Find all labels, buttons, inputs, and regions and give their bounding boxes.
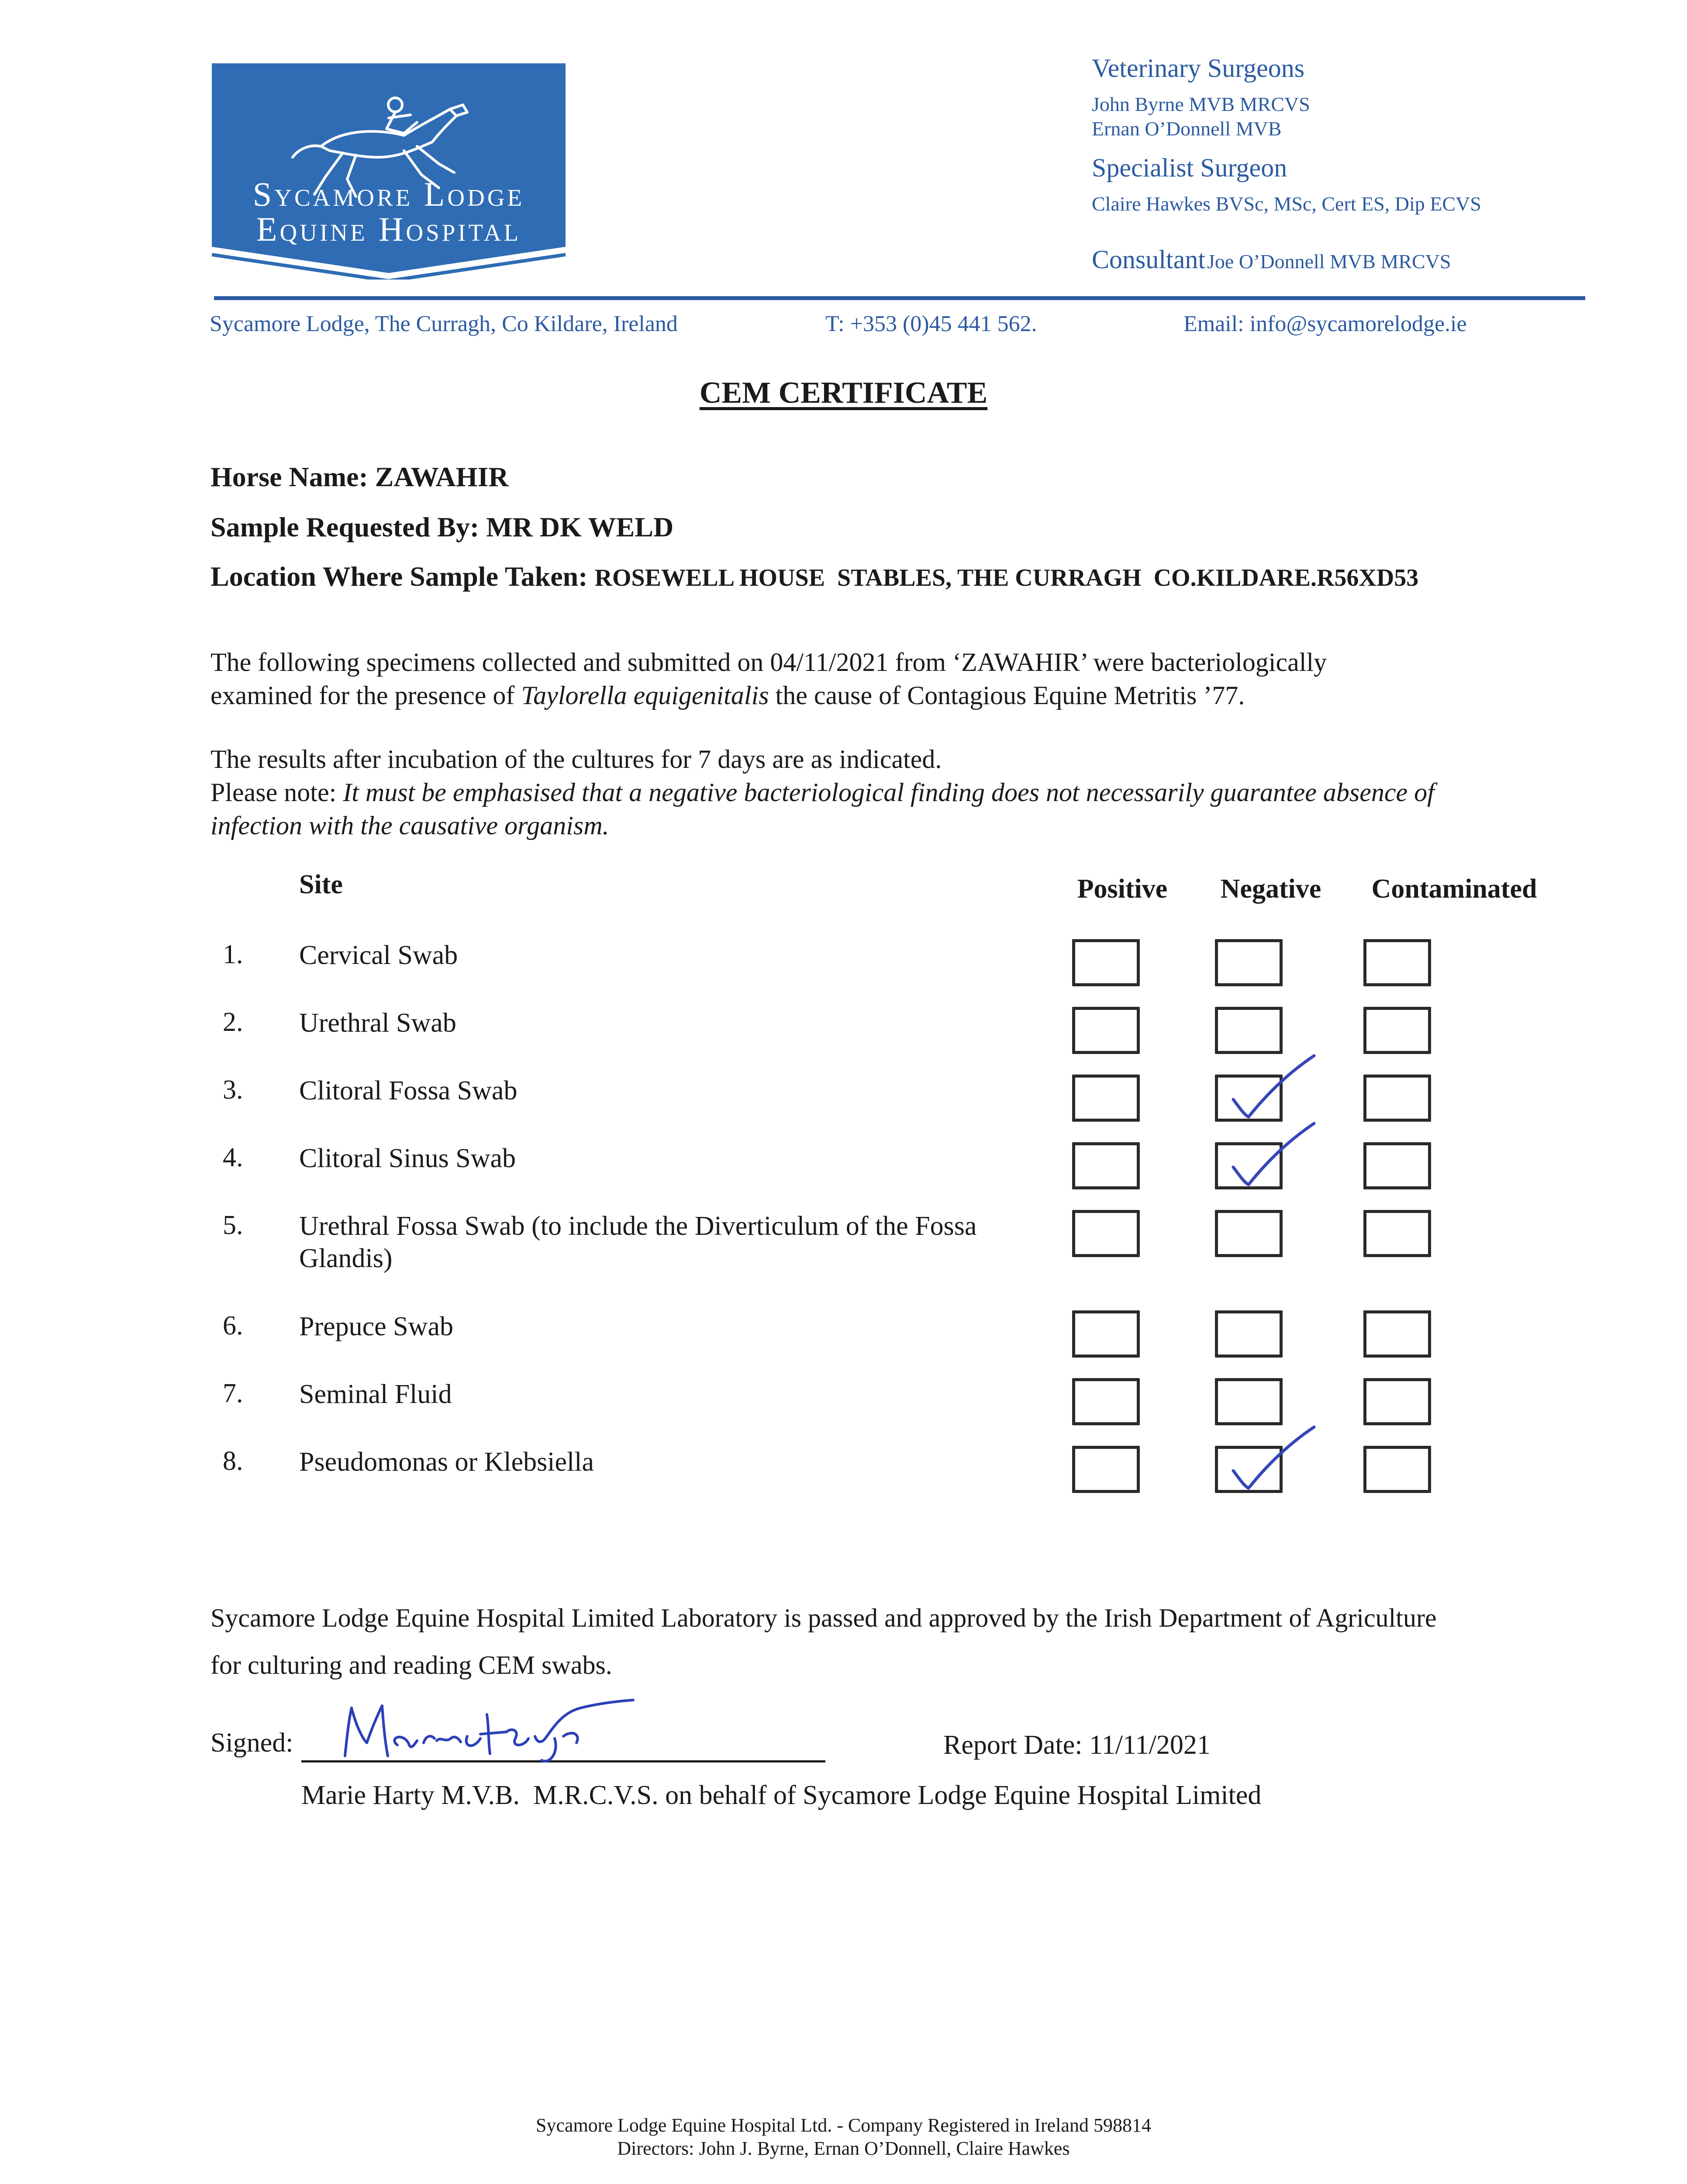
site-line1: Clitoral Sinus Swab (299, 1144, 516, 1173)
row-number: 7. (223, 1379, 243, 1408)
intro-p1-line1: The following specimens collected and submitted on 04/11/2021 from ‘ZAWAHIR’ were bacteriologically (210, 648, 1327, 677)
row-site-name (299, 1310, 1042, 1343)
intro-p2-line3 (210, 809, 1564, 842)
specialist-surgeon-1: Claire Hawkes BVSc, MSc, Cert ES, Dip ECVS (1092, 193, 1481, 215)
phone: T: +353 (0)45 441 562. (825, 311, 1037, 336)
vet-surgeons-heading: Veterinary Surgeons (1092, 54, 1305, 83)
intro-p2-line2 (210, 776, 1564, 809)
row-number: 3. (223, 1075, 243, 1105)
intro-p1-post: the cause of Contagious Equine Metritis ’77. (769, 681, 1245, 710)
vet-surgeon-1: John Byrne MVB MRCVS (1092, 93, 1310, 115)
positive-checkbox[interactable] (1072, 1075, 1140, 1122)
please-note-label: Please note: (210, 778, 343, 807)
logo-name-line1: Sycamore Lodge (252, 175, 525, 213)
signature-image (336, 1695, 651, 1769)
col-contaminated-header: Contaminated (1371, 874, 1537, 904)
intro-paragraph-1 (210, 646, 1564, 712)
positive-checkbox[interactable] (1072, 939, 1140, 986)
intro-p2-line1: The results after incubation of the cultures for 7 days are as indicated. (210, 745, 942, 774)
location-field (210, 560, 1418, 593)
row-site-name (299, 1378, 1042, 1410)
logo-name-line2: Equine Hospital (256, 210, 521, 248)
site-line2: Glandis) (299, 1244, 393, 1273)
site-line1: Urethral Swab (299, 1008, 456, 1038)
negative-checkbox[interactable] (1215, 1446, 1283, 1493)
col-site-header: Site (299, 870, 343, 899)
organism-name: Taylorella equigenitalis (521, 681, 769, 710)
row-number: 2. (223, 1007, 243, 1037)
location-value: ROSEWELL HOUSE STABLES, THE CURRAGH CO.KILDARE.R56XD53 (594, 564, 1419, 591)
site-line1: Prepuce Swab (299, 1312, 453, 1341)
positive-checkbox[interactable] (1072, 1007, 1140, 1054)
consultant-line (1092, 245, 1451, 275)
intro-paragraph-2 (210, 743, 1564, 842)
site-line1: Cervical Swab (299, 940, 458, 970)
specialist-heading: Specialist Surgeon (1092, 153, 1287, 182)
row-number: 8. (223, 1446, 243, 1476)
row-site-name (299, 1210, 1042, 1275)
approval-line1: Sycamore Lodge Equine Hospital Limited Laboratory is passed and approved by the Irish Department of Agriculture (210, 1603, 1437, 1632)
requested-by-value: MR DK WELD (486, 511, 674, 543)
contaminated-checkbox[interactable] (1363, 939, 1431, 986)
positive-checkbox[interactable] (1072, 1446, 1140, 1493)
footer-company-line: Sycamore Lodge Equine Hospital Ltd. - Company Registered in Ireland 598814 (536, 2115, 1151, 2136)
disclaimer-line2: infection with the causative organism. (210, 811, 609, 840)
row-site-name (299, 1446, 1042, 1478)
approval-statement (210, 1594, 1608, 1689)
site-line1: Clitoral Fossa Swab (299, 1076, 517, 1106)
hospital-logo (212, 63, 566, 280)
site-line1: Urethral Fossa Swab (to include the Diverticulum of the Fossa (299, 1211, 977, 1241)
row-number: 4. (223, 1143, 243, 1172)
page-title: CEM CERTIFICATE (699, 376, 988, 410)
positive-checkbox[interactable] (1072, 1142, 1140, 1189)
positive-checkbox[interactable] (1072, 1378, 1140, 1425)
consultant-heading: Consultant (1092, 245, 1206, 274)
contaminated-checkbox[interactable] (1363, 1210, 1431, 1257)
signatory-line: Marie Harty M.V.B. M.R.C.V.S. on behalf of Sycamore Lodge Equine Hospital Limited (301, 1780, 1262, 1810)
vet-surgeon-2: Ernan O’Donnell MVB (1092, 117, 1282, 140)
horse-name-value: ZAWAHIR (375, 461, 509, 492)
horse-name-field (210, 461, 509, 493)
email: Email: info@sycamorelodge.ie (1183, 311, 1467, 336)
report-date: Report Date: 11/11/2021 (943, 1730, 1211, 1760)
contaminated-checkbox[interactable] (1363, 1007, 1431, 1054)
signed-label: Signed: (210, 1728, 293, 1758)
check-mark-icon (1214, 1115, 1318, 1198)
negative-checkbox[interactable] (1215, 1142, 1283, 1189)
negative-checkbox[interactable] (1215, 1210, 1283, 1257)
intro-p1-line2 (210, 679, 1564, 712)
col-positive-header: Positive (1077, 874, 1168, 904)
site-line1: Seminal Fluid (299, 1379, 452, 1409)
requested-by-field (210, 511, 673, 543)
check-mark-icon (1214, 1418, 1318, 1501)
site-line1: Pseudomonas or Klebsiella (299, 1447, 594, 1477)
col-negative-header: Negative (1220, 874, 1321, 904)
contaminated-checkbox[interactable] (1363, 1310, 1431, 1358)
row-site-name (299, 1142, 1042, 1175)
disclaimer-line1: It must be emphasised that a negative bacteriological finding does not necessarily guarantee absence of (343, 778, 1435, 807)
negative-checkbox[interactable] (1215, 939, 1283, 986)
row-site-name (299, 1075, 1042, 1107)
row-number: 1. (223, 940, 243, 969)
horse-name-label: Horse Name: (210, 461, 368, 492)
header-divider (214, 296, 1585, 300)
contaminated-checkbox[interactable] (1363, 1142, 1431, 1189)
intro-p1-pre: examined for the presence of (210, 681, 521, 710)
approval-line2: for culturing and reading CEM swabs. (210, 1651, 612, 1679)
negative-checkbox[interactable] (1215, 1310, 1283, 1358)
address: Sycamore Lodge, The Curragh, Co Kildare, Ireland (210, 311, 678, 336)
row-number: 6. (223, 1311, 243, 1341)
footer-directors-line: Directors: John J. Byrne, Ernan O’Donnell, Claire Hawkes (617, 2138, 1070, 2159)
positive-checkbox[interactable] (1072, 1310, 1140, 1358)
row-site-name (299, 939, 1042, 971)
consultant-1: Joe O’Donnell MVB MRCVS (1207, 250, 1451, 273)
positive-checkbox[interactable] (1072, 1210, 1140, 1257)
requested-by-label: Sample Requested By: (210, 511, 480, 543)
contaminated-checkbox[interactable] (1363, 1446, 1431, 1493)
row-site-name (299, 1007, 1042, 1039)
contaminated-checkbox[interactable] (1363, 1075, 1431, 1122)
contaminated-checkbox[interactable] (1363, 1378, 1431, 1425)
row-number: 5. (223, 1210, 243, 1240)
location-label: Location Where Sample Taken: (210, 561, 588, 592)
